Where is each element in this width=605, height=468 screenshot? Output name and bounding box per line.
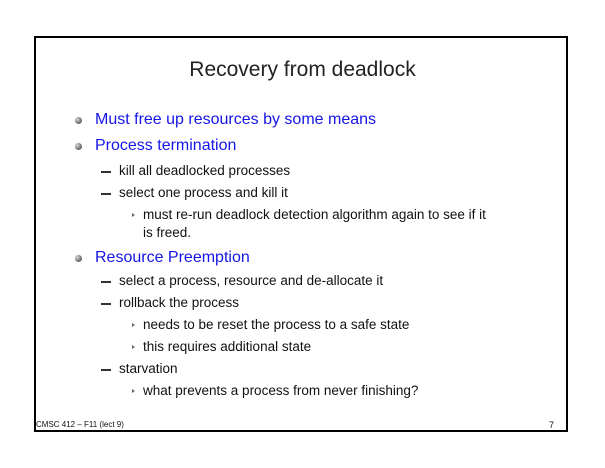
- bullet-level2: starvation: [119, 361, 178, 376]
- bullet-level2: rollback the process: [119, 295, 240, 310]
- triangle-bullet-icon: [132, 345, 135, 349]
- bullet-level2: kill all deadlocked processes: [119, 163, 291, 178]
- footer-course-label: CMSC 412 – F11 (lect 9): [36, 420, 124, 429]
- dash-icon: [101, 193, 111, 195]
- page-number: 7: [549, 420, 555, 430]
- triangle-bullet-icon: [132, 323, 135, 327]
- triangle-bullet-icon: [132, 389, 135, 393]
- triangle-bullet-icon: [132, 213, 135, 217]
- bullet-level2: select one process and kill it: [119, 185, 288, 200]
- bullet-dot-icon: [75, 117, 82, 124]
- bullet-level1: Resource Preemption: [95, 249, 250, 266]
- slide-title: Recovery from deadlock: [189, 58, 416, 81]
- bullet-level2: select a process, resource and de-allocate it: [119, 273, 384, 288]
- dash-icon: [101, 281, 111, 283]
- bullet-level3: this requires additional state: [143, 339, 312, 354]
- bullet-level3: must re-run deadlock detection algorithm again to see if it: [143, 207, 486, 222]
- slide-frame: [34, 36, 568, 432]
- dash-icon: [101, 369, 111, 371]
- bullet-level3: what prevents a process from never finishing?: [143, 383, 419, 398]
- bullet-level1: Process termination: [95, 137, 237, 154]
- dash-icon: [101, 171, 111, 173]
- bullet-level1: Must free up resources by some means: [95, 111, 377, 128]
- bullet-dot-icon: [75, 255, 82, 262]
- bullet-dot-icon: [75, 143, 82, 150]
- bullet-level3-continuation: is freed.: [143, 225, 192, 240]
- dash-icon: [101, 303, 111, 305]
- bullet-level3: needs to be reset the process to a safe state: [143, 317, 410, 332]
